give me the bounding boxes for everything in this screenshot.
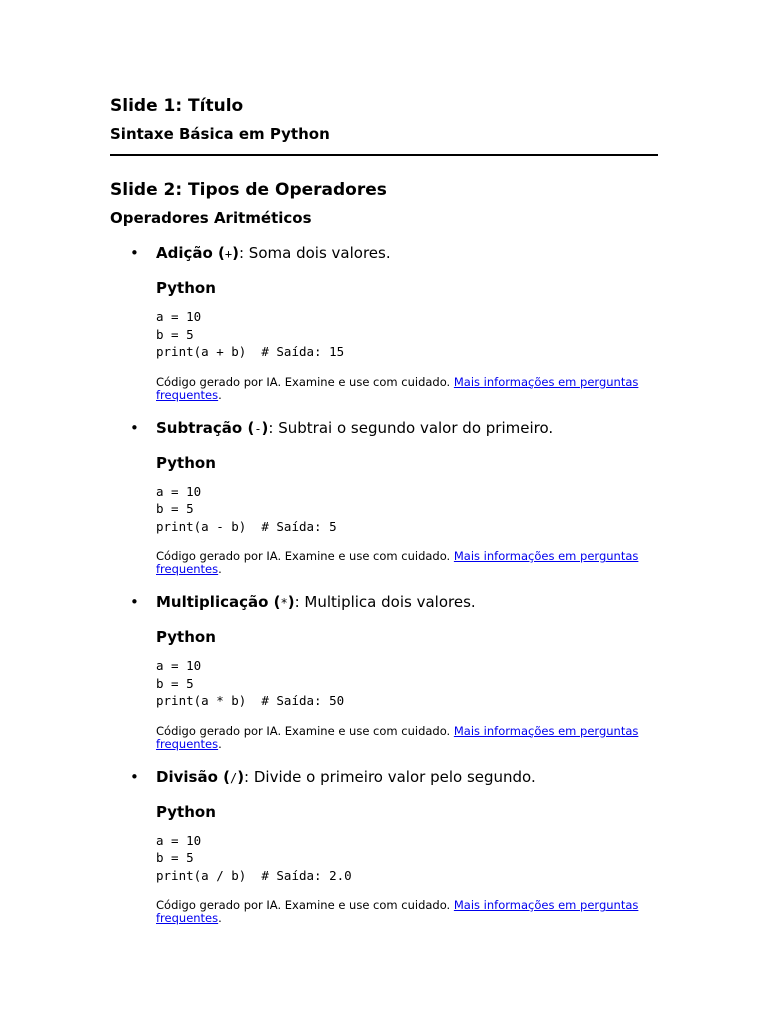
code-language-label: Python bbox=[156, 453, 216, 472]
operator-description: : Divide o primeiro valor pelo segundo. bbox=[244, 767, 536, 786]
bullet: • bbox=[130, 593, 139, 611]
operator-name: Adição (+) bbox=[156, 244, 239, 262]
list-item-multiplication bbox=[110, 592, 658, 751]
operator-name: Divisão (/) bbox=[156, 767, 245, 786]
list-item-addition bbox=[110, 243, 658, 402]
operator-line bbox=[156, 767, 658, 788]
operator-line bbox=[156, 418, 658, 439]
faq-link[interactable]: Mais informações em perguntas frequentes bbox=[156, 549, 639, 576]
operator-line bbox=[156, 243, 658, 264]
slide2-subheading: Operadores Aritméticos bbox=[110, 209, 312, 227]
faq-link[interactable]: Mais informações em perguntas frequentes bbox=[156, 898, 639, 925]
operator-description: : Subtrai o segundo valor do primeiro. bbox=[268, 418, 554, 437]
bullet: • bbox=[130, 244, 139, 262]
bullet: • bbox=[130, 767, 139, 786]
slide2-heading: Slide 2: Tipos de Operadores bbox=[110, 180, 387, 200]
faq-link[interactable]: Mais informações em perguntas frequentes bbox=[156, 723, 639, 751]
operators-list bbox=[110, 243, 658, 925]
code-block[interactable]: a = 10 b = 5 print(a - b) # Saída: 5 bbox=[156, 483, 337, 534]
code-language-label: Python bbox=[156, 628, 216, 646]
document-page bbox=[110, 95, 658, 925]
operator-symbol: / bbox=[229, 770, 238, 785]
operator-name: Subtração (-) bbox=[156, 418, 269, 437]
ai-disclaimer: Código gerado por IA. Examine e use com cuidado. Mais informações em perguntas frequentes. bbox=[156, 549, 639, 576]
faq-link[interactable]: Mais informações em perguntas frequentes bbox=[156, 374, 639, 402]
bullet: • bbox=[130, 418, 139, 437]
operator-symbol: - bbox=[254, 421, 262, 436]
operator-name: Multiplicação (*) bbox=[156, 593, 295, 611]
ai-disclaimer: Código gerado por IA. Examine e use com cuidado. Mais informações em perguntas frequentes. bbox=[156, 374, 639, 402]
operator-symbol: + bbox=[224, 247, 233, 261]
code-block[interactable]: a = 10 b = 5 print(a / b) # Saída: 2.0 bbox=[156, 832, 352, 883]
operator-line bbox=[156, 592, 658, 613]
code-block[interactable]: a = 10 b = 5 print(a + b) # Saída: 15 bbox=[156, 309, 345, 359]
slide1-subtitle: Sintaxe Básica em Python bbox=[110, 125, 330, 143]
slide1-heading: Slide 1: Título bbox=[110, 96, 244, 116]
ai-disclaimer: Código gerado por IA. Examine e use com cuidado. Mais informações em perguntas frequentes. bbox=[156, 898, 639, 925]
operator-description: : Soma dois valores. bbox=[238, 244, 391, 262]
operator-symbol: * bbox=[280, 596, 288, 610]
code-language-label: Python bbox=[156, 279, 216, 297]
ai-disclaimer: Código gerado por IA. Examine e use com cuidado. Mais informações em perguntas frequentes. bbox=[156, 723, 639, 751]
list-item-division bbox=[110, 767, 658, 926]
code-language-label: Python bbox=[156, 802, 216, 821]
operator-description: : Multiplica dois valores. bbox=[294, 593, 476, 611]
list-item-subtraction bbox=[110, 418, 658, 577]
code-block[interactable]: a = 10 b = 5 print(a * b) # Saída: 50 bbox=[156, 658, 345, 708]
